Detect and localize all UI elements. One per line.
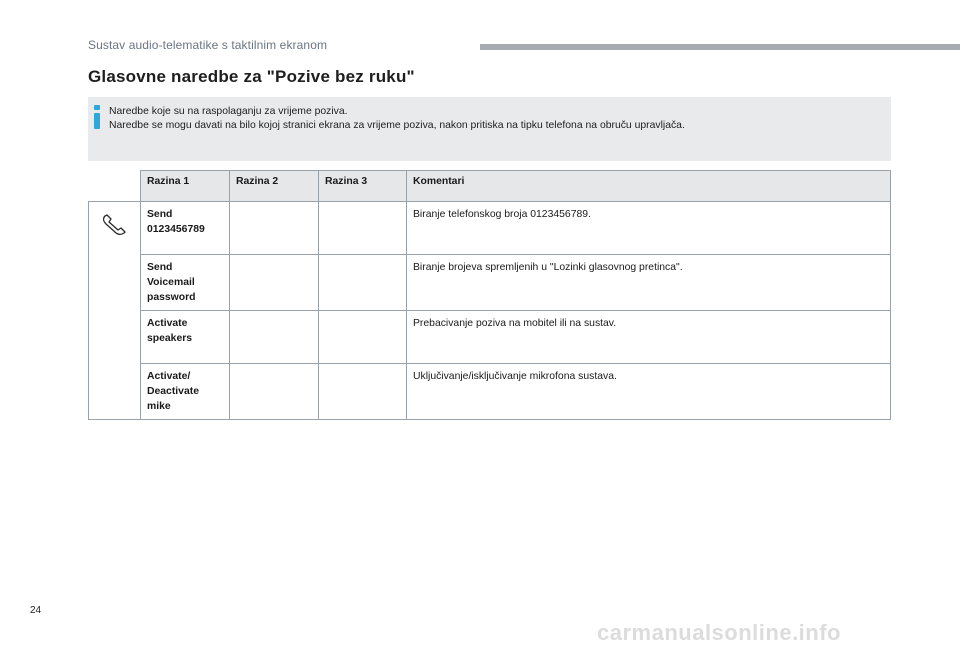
row-2-level2 (230, 255, 319, 311)
page-number: 24 (30, 605, 42, 616)
voice-commands-table (88, 170, 891, 420)
row-3-level3 (319, 311, 407, 364)
info-line-2: Naredbe se mogu davati na bilo kojoj stranici ekrana za vrijeme poziva, nakon pritiska na tipku telefona na obruču upravljača. (109, 120, 685, 131)
row-3-level1: Activate speakers (141, 311, 230, 364)
row-2-comment: Biranje brojeva spremljenih u "Lozinki glasovnog pretinca". (407, 255, 891, 311)
page-title: Glasovne naredbe za "Pozive bez ruku" (88, 67, 415, 86)
table-header-blank (89, 171, 141, 202)
row-1-level3 (319, 202, 407, 255)
row-1-level1: Send 0123456789 (141, 202, 230, 255)
table-header-comments: Komentari (407, 171, 891, 202)
section-title: Sustav audio-telematike s taktilnim ekranom (88, 38, 328, 52)
table-header-level3: Razina 3 (319, 171, 407, 202)
row-2-level1: Send Voicemail password (141, 255, 230, 311)
row-4-comment: Uključivanje/isključivanje mikrofona sustava. (407, 364, 891, 420)
table-row (89, 202, 891, 255)
table-header-level1: Razina 1 (141, 171, 230, 202)
row-4-level3 (319, 364, 407, 420)
row-3-comment: Prebacivanje poziva na mobitel ili na sustav. (407, 311, 891, 364)
phone-icon (100, 212, 130, 238)
header-bar (480, 44, 960, 50)
row-1-level2 (230, 202, 319, 255)
table-row (89, 311, 891, 364)
row-3-level2 (230, 311, 319, 364)
phone-icon-cell (89, 202, 141, 420)
row-1-comment: Biranje telefonskog broja 0123456789. (407, 202, 891, 255)
table-row (89, 364, 891, 420)
info-box (88, 97, 891, 161)
row-4-level2 (230, 364, 319, 420)
row-4-level1: Activate/ Deactivate mike (141, 364, 230, 420)
table-header-row (89, 171, 891, 202)
table-header-level2: Razina 2 (230, 171, 319, 202)
info-line-1: Naredbe koje su na raspolaganju za vrijeme poziva. (109, 106, 348, 117)
table-row (89, 255, 891, 311)
info-icon (94, 105, 100, 129)
row-2-level3 (319, 255, 407, 311)
info-text (109, 105, 685, 133)
watermark: carmanualsonline.info (597, 620, 841, 645)
